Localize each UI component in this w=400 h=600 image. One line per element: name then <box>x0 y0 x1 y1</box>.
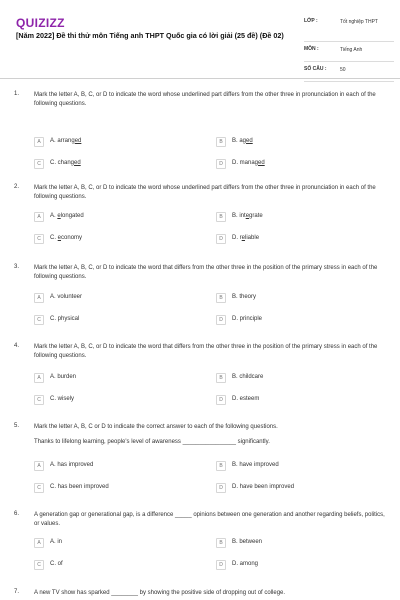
option-letter-box[interactable]: B <box>216 461 226 471</box>
option-text: B. have improved <box>232 462 279 468</box>
question-text: Mark the letter A, B, C, or D to indicate the word whose underlined part differs from the other three in pronunciation in each of the following questions. <box>34 92 376 107</box>
question-number: 7. <box>14 589 20 595</box>
meta-value: Tiếng Anh <box>340 47 363 53</box>
option-letter-box[interactable]: A <box>34 373 44 383</box>
option-text: A. has improved <box>50 462 94 468</box>
meta-row-subject <box>304 42 394 62</box>
option-text: B. theory <box>232 294 257 300</box>
option-letter-box[interactable]: D <box>216 395 226 405</box>
option-letter-box[interactable]: C <box>34 315 44 325</box>
option-letter-box[interactable]: C <box>34 395 44 405</box>
question-number: 5. <box>14 423 20 429</box>
option-text: A. elongated <box>50 213 84 219</box>
option-letter-box[interactable]: D <box>216 560 226 570</box>
option-text: A. burden <box>50 374 77 380</box>
option-text: C. economy <box>50 235 83 241</box>
question-number: 2. <box>14 184 20 190</box>
underlined-part: e <box>245 213 250 219</box>
question-number: 1. <box>14 91 20 97</box>
option-text: D. have been improved <box>232 484 295 490</box>
question-text: A generation gap or generational gap, is a difference _____ opinions between one generation and another regarding beliefs, politics, or values. <box>34 512 385 527</box>
question-number: 3. <box>14 264 20 270</box>
option-letter-box[interactable]: A <box>34 137 44 147</box>
option-text: D. among <box>232 561 259 567</box>
underlined-part: ed <box>258 160 265 166</box>
question-number: 4. <box>14 343 20 349</box>
question-text: Mark the letter A, B, C or D to indicate the correct answer to each of the following questions. <box>34 424 278 430</box>
option-letter-box[interactable]: D <box>216 483 226 493</box>
header-divider <box>0 78 400 79</box>
option-letter-box[interactable]: B <box>216 373 226 383</box>
question-number: 6. <box>14 511 20 517</box>
underlined-part: e <box>241 235 246 241</box>
question-text: Mark the letter A, B, C, or D to indicate the word whose underlined part differs from the other three in pronunciation in each of the following questions. <box>34 185 376 200</box>
meta-label: MÔN : <box>304 46 319 52</box>
option-letter-box[interactable]: D <box>216 315 226 325</box>
option-text: A. in <box>50 539 63 545</box>
option-text: C. changed <box>50 160 81 166</box>
option-letter-box[interactable]: C <box>34 483 44 493</box>
underlined-part: e <box>57 213 61 219</box>
question-text: Mark the letter A, B, C, or D to indicate the word that differs from the other three in the position of the primary stress in each of the following questions. <box>34 344 378 359</box>
option-letter-box[interactable]: A <box>34 461 44 471</box>
option-text: B. between <box>232 539 263 545</box>
option-letter-box[interactable]: C <box>34 159 44 169</box>
option-letter-box[interactable]: C <box>34 234 44 244</box>
option-letter-box[interactable]: B <box>216 212 226 222</box>
meta-label: LỚP : <box>304 18 318 24</box>
option-letter-box[interactable]: B <box>216 137 226 147</box>
option-text: D. principle <box>232 316 263 322</box>
option-text: A. arranged <box>50 138 82 144</box>
option-text: D. esteem <box>232 396 260 402</box>
option-letter-box[interactable]: B <box>216 293 226 303</box>
option-text: C. of <box>50 561 63 567</box>
underlined-part: ed <box>246 138 253 144</box>
worksheet-title: [Năm 2022] Đề thi thử môn Tiếng anh THPT Quốc gia có lời giải (25 đề) (Đề 02) <box>16 31 284 40</box>
option-letter-box[interactable]: D <box>216 234 226 244</box>
option-letter-box[interactable]: B <box>216 538 226 548</box>
question-sentence: Thanks to lifelong learning, people's level of awareness ________________ significantly. <box>34 439 270 445</box>
question-text: A new TV show has sparked ________ by showing the positive side of dropping out of college. <box>34 590 286 596</box>
quizizz-logo: QUIZIZZ <box>16 16 65 30</box>
option-letter-box[interactable]: A <box>34 212 44 222</box>
meta-value: 50 <box>340 67 346 73</box>
option-letter-box[interactable]: C <box>34 560 44 570</box>
meta-value: Tốt nghiệp THPT <box>340 19 378 25</box>
meta-row-class <box>304 14 394 42</box>
option-text: B. childcare <box>232 374 264 380</box>
underlined-part: e <box>57 235 62 241</box>
underlined-part: ed <box>74 138 82 144</box>
question-text: Mark the letter A, B, C, or D to indicate the word that differs from the other three in the position of the primary stress in each of the following questions. <box>34 265 378 280</box>
underlined-part: ed <box>74 160 81 166</box>
option-text: A. volunteer <box>50 294 83 300</box>
option-text: B. integrate <box>232 213 263 219</box>
meta-row-count <box>304 62 394 82</box>
option-text: B. aged <box>232 138 253 144</box>
option-text: C. physical <box>50 316 80 322</box>
option-letter-box[interactable]: A <box>34 538 44 548</box>
option-text: C. wisely <box>50 396 75 402</box>
worksheet-header <box>0 0 400 80</box>
meta-label: SỐ CÂU : <box>304 66 327 72</box>
option-text: D. managed <box>232 160 265 166</box>
option-text: D. reliable <box>232 235 260 241</box>
worksheet-meta <box>304 14 394 82</box>
option-letter-box[interactable]: A <box>34 293 44 303</box>
option-text: C. has been improved <box>50 484 109 490</box>
option-letter-box[interactable]: D <box>216 159 226 169</box>
